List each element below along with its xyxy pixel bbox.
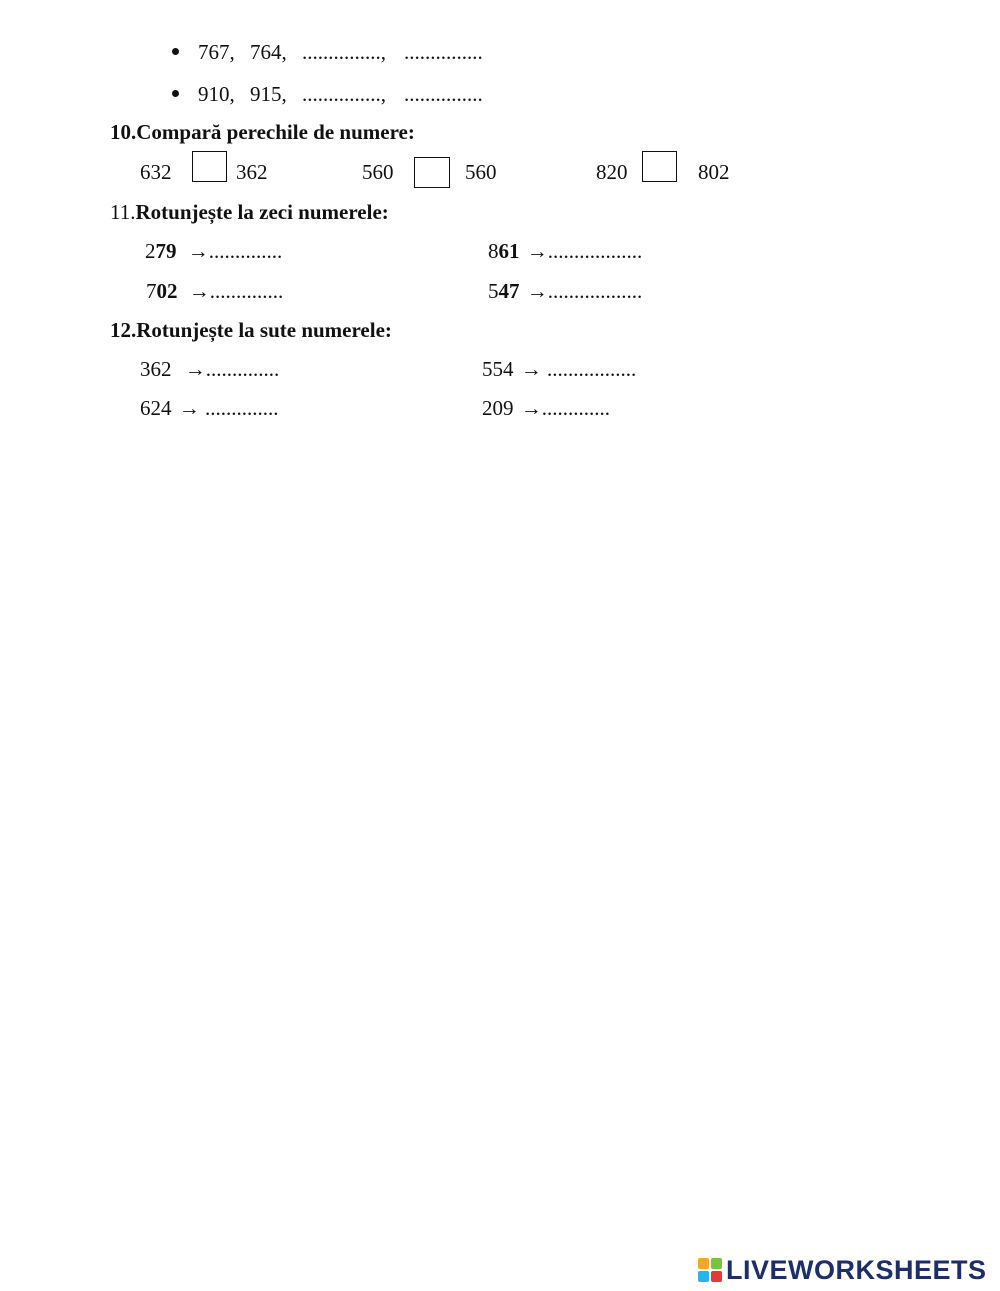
number-prefix: 5 [488,279,499,303]
round-hundreds-item-4 [482,396,610,421]
arrow-icon: → [526,239,548,263]
logo-text: LIVEWORKSHEETS [726,1254,987,1285]
arrow-icon: → [178,396,200,420]
round-answer-field[interactable]: .............. [205,357,280,381]
logo-mark-icon [698,1258,722,1282]
number-highlight: 61 [498,239,520,263]
round-tens-item-4 [488,279,642,304]
round-tens-item-2 [488,239,642,264]
compare-answer-box[interactable] [642,151,677,182]
arrow-icon: → [520,357,542,381]
round-answer-field[interactable]: ................. [547,357,637,381]
number-highlight: 79 [155,239,177,263]
arrow-icon: → [520,396,542,420]
compare-answer-box[interactable] [192,151,227,182]
round-tens-item-1 [145,239,282,264]
round-answer-field[interactable]: ............. [541,396,610,420]
number-value: 209 [482,396,514,420]
bullet-icon [172,48,179,55]
sequence-answer-field[interactable]: ..............., [302,40,386,64]
sequence-value-b: 915, [250,82,287,106]
bullet-icon [172,90,179,97]
compare-answer-box[interactable] [414,157,450,188]
exercise-11-title [110,200,389,225]
compare-left-number: 632 [140,160,172,184]
arrow-icon: → [188,279,210,303]
exercise-11-number: 11. [110,200,136,224]
number-value: 362 [140,357,172,381]
sequence-value-a: 910, [198,82,235,106]
round-hundreds-item-3 [140,396,279,421]
sequence-value-b: 764, [250,40,287,64]
number-highlight: 02 [156,279,178,303]
number-value: 624 [140,396,172,420]
round-answer-field[interactable]: .............. [208,239,283,263]
sequence-answer-field[interactable]: ............... [404,40,483,64]
round-answer-field[interactable]: .............. [209,279,284,303]
arrow-icon: → [526,279,548,303]
number-highlight: 47 [498,279,520,303]
number-prefix: 8 [488,239,499,263]
compare-right-number: 560 [465,160,497,184]
exercise-12-title: 12.Rotunjește la sute numerele: [110,318,392,342]
sequence-answer-field[interactable]: ............... [404,82,483,106]
number-value: 554 [482,357,514,381]
compare-right-number: 362 [236,160,268,184]
number-prefix: 2 [145,239,156,263]
sequence-answer-field[interactable]: ..............., [302,82,386,106]
sequence-value-a: 767, [198,40,235,64]
round-tens-item-3 [146,279,283,304]
compare-left-number: 560 [362,160,394,184]
exercise-11-text: Rotunjește la zeci numerele: [135,200,389,224]
liveworksheets-logo [698,1254,987,1286]
round-hundreds-item-2 [482,357,636,382]
number-prefix: 7 [146,279,157,303]
exercise-10-title: 10.Compară perechile de numere: [110,120,415,144]
round-answer-field[interactable]: .................. [547,239,643,263]
arrow-icon: → [184,357,206,381]
round-answer-field[interactable]: .............. [205,396,279,420]
compare-right-number: 802 [698,160,730,184]
compare-left-number: 820 [596,160,628,184]
round-hundreds-item-1 [140,357,279,382]
arrow-icon: → [187,239,209,263]
round-answer-field[interactable]: .................. [547,279,643,303]
